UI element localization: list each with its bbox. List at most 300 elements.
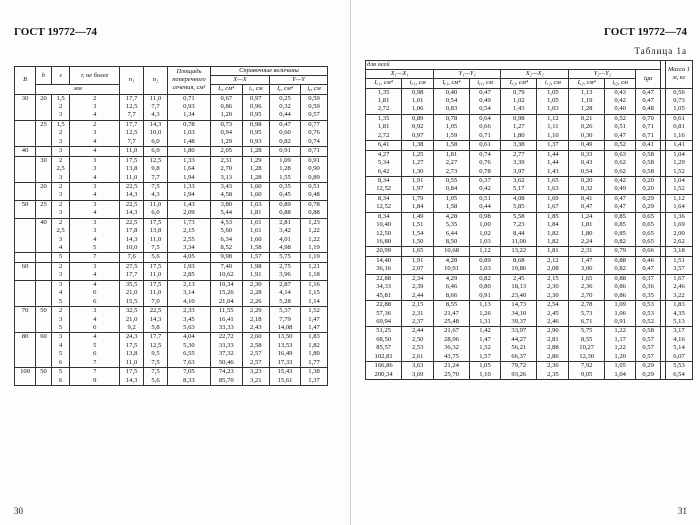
table-cell: 0,20 0,20 [636, 176, 661, 194]
table-row [366, 247, 693, 256]
table-cell-ix: 3,43 4,58 [210, 182, 242, 200]
table-cell-ix: 7,40 10,62 [210, 262, 242, 280]
table-cell: 1,49 1,51 1,54 1,50 [402, 212, 434, 247]
table-cell: 1,65 1,63 [537, 176, 569, 194]
table-cell-s: 3 4 5 [51, 280, 69, 306]
table-row [366, 141, 693, 150]
page-header-right: ГОСТ 19772—74 [604, 26, 687, 38]
table-cell: 2,77 3,39 3,97 [501, 150, 537, 176]
table-cell-ix: 11,55 16,41 33,33 [210, 307, 242, 333]
table-cell-B [15, 218, 36, 253]
table-row [15, 368, 328, 386]
table-cell: 1,38 [402, 141, 434, 150]
col-s: s [51, 67, 69, 85]
table-cell-s: 5 [51, 253, 69, 262]
table-cell-B [15, 120, 36, 146]
table-cell-n2: 7,5 4,3 [144, 182, 168, 200]
table-cell: 2,15 2,30 2,30 [537, 274, 569, 300]
table-cell-n2: 22,5 14,3 5,8 [144, 307, 168, 333]
table-cell-r: 3 4 [70, 262, 120, 280]
ref-values-header: Справочные величины [210, 67, 327, 76]
table-cell-ry: 0,51 0,48 [301, 182, 328, 200]
table-cell: 2,15 2,31 2,37 [402, 301, 434, 327]
table-cell-a: 0,78 1,03 1,48 [167, 120, 210, 146]
table-cell: 14,40 36,16 [366, 256, 402, 274]
table-cell: 0,79 [605, 247, 636, 256]
table-row [15, 120, 328, 146]
table-cell: 0,40 0,54 0,83 [434, 88, 470, 114]
table-cell: 4,28 5,35 6,44 8,50 [434, 212, 470, 247]
col-header-3: iᵧ₁, см [469, 79, 500, 88]
table-cell-rx: 1,61 1,61 1,60 1,58 [242, 218, 269, 253]
table-cell: 0,52 0,51 0,47 [605, 114, 636, 140]
table-cell-n2: 17,7 12,5 9,5 7,5 [144, 333, 168, 368]
table-row [366, 176, 693, 194]
table-cell-rx: 2,29 2,18 2,43 [242, 307, 269, 333]
table-cell-r: 3 3 4 [70, 156, 120, 182]
table-cell: 0,61 0,81 1,16 [666, 114, 693, 140]
table-cell: 0,41 0,47 [569, 194, 605, 212]
table-cell: 8,34 12,52 [366, 194, 402, 212]
table-cell-a: 1,73 2,15 2,55 3,34 [167, 218, 210, 253]
table-cell-ry: 0,71 [301, 147, 328, 156]
group-y1: Y₁—Y₁ [434, 70, 501, 79]
table-cell: 1,13 1,19 1,28 [569, 88, 605, 114]
table-cell: 1,79 1,84 [402, 194, 434, 212]
table-cell-ry: 0,91 0,90 0,89 [301, 156, 328, 182]
table-cell: 1,65 [402, 247, 434, 256]
table-row [15, 200, 328, 218]
table-cell-r: 7 9 [70, 368, 120, 386]
table-cell-n1: 22,5 14,3 [120, 200, 144, 218]
table-cell-ix: 2,31 2,70 3,13 [210, 156, 242, 182]
table-cell: 0,20 0,32 [569, 176, 605, 194]
table-cell-n1: 22,5 17,8 14,3 10,0 [120, 218, 144, 253]
table-cell-rx: 1,28 [242, 147, 269, 156]
table-cell: 0,70 0,71 0,71 [636, 114, 661, 140]
table-cell-ix: 0,73 0,94 1,29 [210, 120, 242, 146]
col-n1: n₁ [120, 67, 144, 95]
table-cell-b [36, 262, 52, 280]
table-row [366, 212, 693, 247]
col-iy: Iᵧ, см⁴ [270, 85, 301, 94]
table-cell-iy: 0,89 0,88 [270, 200, 301, 218]
table-cell-rx: 1,57 [242, 253, 269, 262]
table-cell-r: 3 4 [70, 200, 120, 218]
table-row [366, 194, 693, 212]
table-cell: 0,37 0,42 [469, 176, 500, 194]
table-row [15, 182, 328, 200]
table-cell: 1,37 [537, 141, 569, 150]
table-cell-s: 1,5 2 3 [51, 94, 69, 120]
table-cell-s: 5 6 [51, 368, 69, 386]
table-cell: 4,08 5,85 [501, 194, 537, 212]
unit-mm: мм [36, 85, 120, 94]
table-cell-a: 4,04 5,30 6,55 7,63 [167, 333, 210, 368]
right-table [365, 60, 693, 380]
table-cell: 1,36 1,69 2,00 2,62 [666, 212, 693, 247]
col-header-2: Iᵧ₁, см⁴ [434, 79, 470, 88]
col-header-4: Iₓ₂, см⁴ [501, 79, 537, 88]
table-cell: 10,68 [434, 247, 470, 256]
table-cell-rx: 1,98 1,91 [242, 262, 269, 280]
table-cell-n2: 17,5 11,0 7,0 [144, 280, 168, 306]
table-cell: 1,83 4,35 5,13 [666, 301, 693, 327]
table-cell: 5,75 8,55 10,27 12,30 [569, 327, 605, 362]
table-cell-B: 80 [15, 333, 36, 368]
table-cell-iy: 0,35 0,45 [270, 182, 301, 200]
table-cell-ix: 9,98 [210, 253, 242, 262]
table-cell-rx: 1,29 1,28 1,28 [242, 156, 269, 182]
table-cell-ix: 22,72 33,33 37,32 50,46 [210, 333, 242, 368]
table-row [366, 114, 693, 140]
table-cell: 1,65 2,36 2,70 [569, 274, 605, 300]
table-cell-iy: 2,75 3,96 [270, 262, 301, 280]
table-cell-s: 2 3 [51, 182, 69, 200]
table-cell-a: 7,05 8,33 [167, 368, 210, 386]
table-cell-s: 2 3 [51, 200, 69, 218]
table-cell-b: 40 [36, 218, 52, 253]
table-cell: 1,05 1,04 [605, 362, 636, 380]
table-cell-b: 50 [36, 307, 52, 333]
table-cell-b: 60 [36, 333, 52, 368]
table-cell-n2: 5,6 [144, 253, 168, 262]
table-cell: 166,86 200,34 [366, 362, 402, 380]
table-cell: 7,92 9,05 [569, 362, 605, 380]
group-x2: X₂—X₂ [501, 70, 569, 79]
table-cell: 5,58 7,23 8,44 11,00 [501, 212, 537, 247]
table-cell: 3,18 [666, 247, 693, 256]
table-cell: 1,91 2,07 [402, 256, 434, 274]
table-cell-a: 2,13 3,14 4,10 [167, 280, 210, 306]
table-cell: 1,51 3,57 [666, 256, 693, 274]
table-cell: 0,47 0,47 0,48 [636, 88, 661, 114]
table-cell: 1,47 3,06 [569, 256, 605, 274]
table-cell-B: 70 [15, 307, 36, 333]
table-cell: 0,53 0,53 0,52 [636, 301, 661, 327]
table-cell-n1: 17,5 13,8 11,0 [120, 156, 144, 182]
col-r: r, не более [70, 67, 120, 85]
table-cell-s: 2 3 [51, 262, 69, 280]
col-n2: n₂ [144, 67, 168, 95]
table-cell-a: 1,33 1,94 [167, 182, 210, 200]
table-row [15, 156, 328, 182]
table-cell: 0,37 0,36 0,35 [636, 274, 661, 300]
table-cell: 1,85 1,84 1,82 1,82 [537, 212, 569, 247]
table-cell-B: 50 [15, 200, 36, 218]
table-cell-rx: 0,98 0,95 0,93 [242, 120, 269, 146]
left-table [14, 66, 328, 386]
table-cell: 5,53 6,54 [666, 362, 693, 380]
col-area: Площадь поперечного сечения, см² [167, 67, 210, 95]
table-cell: 2,54 2,45 2,46 [537, 301, 569, 327]
table-cell-n1: 27,5 17,7 [120, 262, 144, 280]
table-row [15, 280, 328, 306]
table-row [15, 147, 328, 156]
table-cell-a: 1,43 2,09 [167, 200, 210, 218]
col-ix: Iₓ, см⁴ [210, 85, 242, 94]
table-cell: 4,27 5,34 6,42 [366, 150, 402, 176]
table-cell-ry: 1,38 1,37 [301, 368, 328, 386]
table-cell-b: 20 [36, 182, 52, 200]
table-cell: 0,98 1,00 1,02 1,03 [469, 212, 500, 247]
table-cell: 1,05 1,05 1,03 [537, 88, 569, 114]
table-cell: 0,43 0,42 0,40 [605, 88, 636, 114]
table-cell: 0,47 0,49 0,54 [469, 88, 500, 114]
table-cell: 4,28 10,91 [434, 256, 470, 274]
table-cell-n2: 7,5 5,6 [144, 368, 168, 386]
table-cell: 0,29 0,29 [636, 194, 661, 212]
table-cell-r: 3 4 6 [70, 307, 120, 333]
table-cell: 79,72 93,26 [501, 362, 537, 380]
col-header-1: iₓ₁, см [402, 79, 434, 88]
table-cell: 1,67 2,46 3,22 [666, 274, 693, 300]
table-row [15, 94, 328, 120]
table-cell: 0,74 0,76 0,78 [469, 150, 500, 176]
table-cell: 0,65 0,65 0,65 0,65 [636, 212, 661, 247]
table-cell: 1,42 1,47 1,52 1,57 [469, 327, 500, 362]
table-cell-s: 2 3 5 [51, 307, 69, 333]
table-cell-n2: 14,3 10,0 6,0 [144, 120, 168, 146]
col-tga: tgα [636, 70, 661, 88]
table-cell-n1: 17,5 14,3 [120, 368, 144, 386]
table-cell-ix: 2,05 [210, 147, 242, 156]
table-cell: 8,34 10,40 12,50 16,80 [366, 212, 402, 247]
table-cell: 2,31 [569, 247, 605, 256]
table-cell: 33,97 44,27 56,21 66,37 [501, 327, 537, 362]
table-cell: 1,12 1,11 1,10 [537, 114, 569, 140]
table-caption: Таблица 1а [634, 46, 687, 56]
table-cell: 1,91 1,97 [402, 176, 434, 194]
table-cell-B: 60 [15, 262, 36, 280]
table-cell-ry: 1,21 1,18 [301, 262, 328, 280]
table-cell: 1,35 1,81 2,72 [366, 114, 402, 140]
table-cell: 8,34 12,52 [366, 176, 402, 194]
table-cell: 0,49 [569, 141, 605, 150]
table-cell-s: 3 [51, 147, 69, 156]
table-cell-iy: 1,09 1,28 1,55 [270, 156, 301, 182]
col-header-0: Iₓ₁, см⁴ [366, 79, 402, 88]
table-cell: 0,29 0,29 [636, 362, 661, 380]
table-cell-iy: 0,47 0,60 0,82 [270, 120, 301, 146]
table-cell: 3,38 [501, 141, 537, 150]
table-cell: 1,24 1,81 1,80 2,24 [569, 212, 605, 247]
table-cell-r: 2 3 4 [70, 120, 120, 146]
table-row [366, 301, 693, 327]
table-cell-s: 2 2,5 3 4 [51, 218, 69, 253]
table-cell-B [15, 156, 36, 182]
table-cell: 14,73 34,10 39,37 [501, 301, 537, 327]
table-cell: 0,33 0,43 0,54 [569, 150, 605, 176]
col-B: B [15, 67, 36, 95]
table-cell-a: 4,05 [167, 253, 210, 262]
table-cell: 0,63 0,62 0,62 [605, 150, 636, 176]
table-cell: 3,62 5,17 [501, 176, 537, 194]
group-y2: Y₂—Y₂ [569, 70, 636, 79]
table-cell: 0,52 [605, 141, 636, 150]
table-cell-ry: 0,59 0,59 0,57 [301, 94, 328, 120]
table-row [15, 218, 328, 253]
col-mass: Масса 1 м, кг [666, 61, 693, 89]
table-cell-a: 2,33 3,45 5,63 [167, 307, 210, 333]
table-cell-n1: 17,7 12,5 7,7 [120, 94, 144, 120]
table-cell: 1,05 1,10 [469, 362, 500, 380]
table-cell: 0,82 0,80 0,91 [469, 274, 500, 300]
table-cell: 0,51 0,44 [469, 194, 500, 212]
table-cell: 1,04 1,29 1,52 [666, 150, 693, 176]
table-cell-B: 100 [15, 368, 36, 386]
table-cell: 0,85 0,85 0,85 0,82 [605, 212, 636, 247]
table-cell-ry: 1,19 [301, 253, 328, 262]
table-row [366, 150, 693, 176]
table-cell: 1,41 [666, 141, 693, 150]
table-cell-b: 25 [36, 200, 52, 218]
table-cell-r: 3 3 4 5 [70, 218, 120, 253]
table-cell-B [15, 182, 36, 200]
group-x1: X₁—X₁ [366, 70, 434, 79]
table-cell-ry: 1,23 1,22 1,22 1,19 [301, 218, 328, 253]
table-cell-iy: 2,87 4,14 5,28 [270, 280, 301, 306]
table-cell-iy: 5,37 7,79 14,08 [270, 307, 301, 333]
table-cell: 20,99 [366, 247, 402, 256]
table-cell-n2: 11,0 7,7 4,3 [144, 94, 168, 120]
axis-yy: Y—Y [270, 76, 328, 85]
table-cell-n1: 11,0 [120, 147, 144, 156]
table-cell-b: 20 [36, 94, 52, 120]
table-cell: 0,89 1,03 [469, 256, 500, 274]
table-cell-n2: 6,0 [144, 147, 168, 156]
table-cell-ix: 10,34 15,26 21,04 [210, 280, 242, 306]
page-number-right: 31 [678, 506, 687, 516]
table-cell-a: 0,71 0,93 1,34 [167, 94, 210, 120]
table-cell: 0,64 0,66 0,71 [469, 114, 500, 140]
table-cell-ry: 1,52 1,47 1,47 [301, 307, 328, 333]
table-cell: 0,61 [469, 141, 500, 150]
table-cell: 1,81 [537, 247, 569, 256]
table-row [366, 327, 693, 362]
table-cell: 0,46 0,47 [636, 256, 661, 274]
table-cell-r: 4 [70, 147, 120, 156]
col-ry: iᵧ, см [301, 85, 328, 94]
table-cell: 21,24 25,70 [434, 362, 470, 380]
table-cell-s: 3 4 5 6 [51, 333, 69, 368]
table-cell: 0,88 0,82 [605, 256, 636, 274]
table-cell-r: 4 5 6 7 [70, 333, 120, 368]
table-cell-n2: 17,5 13,8 11,0 7,5 [144, 218, 168, 253]
table-cell: 2,44 2,50 2,53 2,61 [402, 327, 434, 362]
table-cell-a: 1,33 1,64 1,94 [167, 156, 210, 182]
table-cell-n1: 17,7 12,5 7,7 [120, 120, 144, 146]
table-cell-iy: 0,91 [270, 147, 301, 156]
table-cell: 0,55 0,84 [434, 176, 470, 194]
table-cell: 8,55 21,47 25,48 [434, 301, 470, 327]
table-cell-n2: 17,5 11,0 [144, 262, 168, 280]
table-cell-iy: 15,43 15,61 [270, 368, 301, 386]
table-cell-B [15, 280, 36, 306]
table-cell-s: 1,5 2 3 [51, 120, 69, 146]
table-row [366, 274, 693, 300]
table-cell-r: 3 4 [70, 182, 120, 200]
table-cell: 2,45 18,13 23,40 [501, 274, 537, 300]
table-cell: 0,98 1,27 1,80 [501, 114, 537, 140]
table-cell-rx: 1,63 1,81 [242, 200, 269, 218]
table-cell: 4,29 6,46 8,66 [434, 274, 470, 300]
table-cell: 1,25 1,27 1,30 [402, 150, 434, 176]
table-cell-rx: 1,60 1,60 [242, 182, 269, 200]
table-cell: 1,81 2,27 2,73 [434, 150, 470, 176]
table-cell-n1: 32,5 21,0 9,2 [120, 307, 144, 333]
table-cell: 1,44 1,44 1,43 [537, 150, 569, 176]
table-cell-rx: 0,97 0,96 0,95 [242, 94, 269, 120]
table-cell-ry: 1,16 1,15 1,14 [301, 280, 328, 306]
table-cell-a: 1,80 [167, 147, 210, 156]
right-page [350, 0, 700, 525]
axis-xx: X—X [210, 76, 269, 85]
table-cell: 2,34 2,39 2,44 [402, 274, 434, 300]
table-row [366, 362, 693, 380]
table-cell: 13,22 [501, 247, 537, 256]
table-cell: 2,90 2,81 2,88 2,86 [537, 327, 569, 362]
table-cell-n1: 24,3 17,5 13,8 11,0 [120, 333, 144, 368]
table-cell: 0,56 0,73 1,05 [666, 88, 693, 114]
col-rx: iₓ, см [242, 85, 269, 94]
table-cell: 2,36 2,35 [537, 362, 569, 380]
table-cell: 0,88 0,86 0,86 [605, 274, 636, 300]
table-cell: 0,58 0,58 0,58 [636, 150, 661, 176]
page-number-left: 30 [14, 506, 23, 516]
table-row [15, 253, 328, 262]
page-header-left: ГОСТ 19772—74 [14, 26, 97, 38]
table-cell-iy: 5,75 [270, 253, 301, 262]
table-cell-iy: 2,81 3,42 4,01 4,98 [270, 218, 301, 253]
table-cell: 1,69 1,67 [537, 194, 569, 212]
table-cell: 1,58 [434, 141, 470, 150]
table-cell: 22,88 57,36 69,94 [366, 301, 402, 327]
table-cell-rx: 2,60 2,58 2,57 2,57 [242, 333, 269, 368]
col-header-7: iᵧ₂, см [605, 79, 636, 88]
table-cell-ix: 0,67 0,86 1,20 [210, 94, 242, 120]
table-cell: 3,17 4,16 5,14 6,07 [666, 327, 693, 362]
table-cell-ry: 0,77 0,76 0,74 [301, 120, 328, 146]
table-row [15, 307, 328, 333]
table-cell: 1,22 1,17 1,22 1,20 [605, 327, 636, 362]
col-header-6: Iᵧ₂, см⁴ [569, 79, 605, 88]
table-cell-rx: 2,30 2,28 2,26 [242, 280, 269, 306]
table-cell-r: 4 6 6 [70, 280, 120, 306]
table-cell: 1,13 1,26 1,31 [469, 301, 500, 327]
table-cell: 0,89 0,92 0,97 [402, 114, 434, 140]
table-cell-ix: 3,80 5,44 [210, 200, 242, 218]
table-cell-a: 1,93 2,85 [167, 262, 210, 280]
table-cell-ix: 4,53 5,60 6,34 8,52 [210, 218, 242, 253]
table-cell: 1,12 1,64 [666, 194, 693, 212]
table-cell-ry: 1,83 1,82 1,80 1,77 [301, 333, 328, 368]
col-header-5: iₓ₂, см [537, 79, 569, 88]
table-cell-r: 2 3 4 [70, 94, 120, 120]
table-cell: 1,05 1,58 [434, 194, 470, 212]
table-cell-B: 40 [15, 147, 36, 156]
table-cell: 21,67 28,96 36,32 43,75 [434, 327, 470, 362]
table-cell-b: 25 [36, 120, 52, 146]
table-cell-iy: 13,50 13,53 16,49 17,33 [270, 333, 301, 368]
table-cell-ix: 74,23 85,70 [210, 368, 242, 386]
table-cell-n1: 22,5 14,3 [120, 182, 144, 200]
table-cell: 0,41 [636, 141, 661, 150]
table-cell-s: 2 2,5 3 [51, 156, 69, 182]
table-cell: 2,12 2,08 [537, 256, 569, 274]
table-cell: 1,12 [469, 247, 500, 256]
table-row [15, 333, 328, 368]
